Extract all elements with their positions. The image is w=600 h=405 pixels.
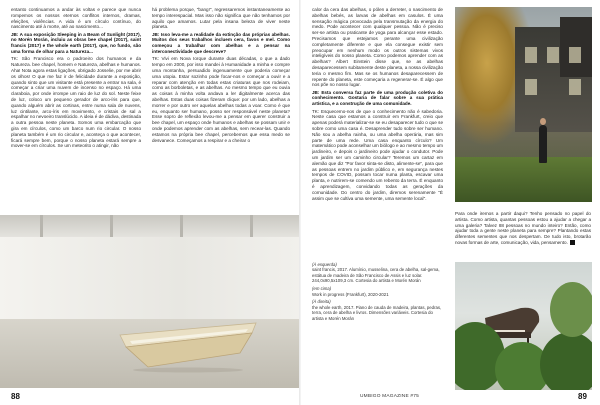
person-head: [540, 118, 546, 125]
boat-sculpture: [118, 317, 258, 373]
right-text-column-2: [455, 211, 591, 257]
body-paragraph: TK: Vivi em Nova Iorque durante duas décadas, o que a dado tempo em 2000, por isso mandei à Humanidade a minha e compre uma montanha, persuadido ingenuamente que poderia começar uma utopia. Estar sozinho pode focar-nos e começar a ouvir e a reparar com atenção em todas estas criaturas que nos rodeiam, como as borboletas, e as abelhas. Ao mesmo tempo que eu ouvia as coisas à minha volta andava a ler digitalmente acerca das abelhas. Estas duas coisas fizeram clique: por um lado, abelhas a morrer e por outro ver aquelas abelhas todas a voar. Como é que eu, enquanto ser humano, posso ser responsável neste planeta? Esse sopro de reflexão levou-me a pensar em querer construir a bee chapel, um espaço onde humanos e abelhas se possam unir e onde podemos aprender com as abelhas, sem recear-las. Quando estamos na própria bee chapel, percebemos que essa medo se desvanece. Começamos a respirar e a cheirar o: [152, 56, 290, 143]
plant-foliage: [550, 282, 592, 337]
house-window: [547, 47, 559, 63]
gallery-ceiling: [0, 215, 299, 237]
body-paragraph: Para onde iremos a partir daqui? Tenho pensado no papel do artista. Como artista, quantas pessoas estou a ajudar a chegar a uma galeria? Talvez 88 pessoas no mundo inteiro? Então, como ajudar toda a gente neste planeta para sempre? Plantando estas diferentes sementes que nos despertam. De tudo isto, brotarão novas formas de arte, comunicação, vida, pensamento.: [455, 211, 591, 245]
right-text-column-1: [312, 7, 443, 239]
garden-lawn: [455, 157, 592, 202]
left-text-column-2: [152, 7, 290, 239]
body-paragraph: calor da cera das abelhas, o pólen a derreter, o nascimento de abelhas bebés, as larvas de abelhas em casulos. É uma sensação mágica provocada pela transmutação da energia do medo. Pode acontecer com qualquer pessoa. Não é preciso ser-se artista ou praticante de yoga para alcançar esse estado. Precisamos que estejamos perante uma civilização completamente diferente e que ela consegue existir sem preocupar em nenhum modo os outros sistemas vivos inteligíveis do nosso planeta. Como podemos aprender com as abelhas? Albert Einstein disse que, se as abelhas desaparecessem subitamente deste planeta, a nossa civilização teria o mesmo fim. Mas se os humanos desaparecessem de repente do planeta, este começaria a regenerar-se. É algo que nos põe no nosso lugar.: [312, 7, 443, 88]
house-window: [569, 79, 581, 95]
ceiling-beam: [250, 215, 253, 237]
boat-sculpture-photo: [0, 215, 299, 388]
interview-question: JB: Esta conversa faz parte de uma produção coletiva do conhecimento. Gostaria de falar sobre a sua prática artística, e a construção de uma comunidade.: [312, 89, 443, 107]
spread-gutter: [299, 0, 301, 405]
garden-house-photo: [455, 7, 592, 202]
house-window: [569, 47, 581, 63]
body-paragraph: TK: São Francisco era o padroeiro dos humanos e da Natureza. bee chapel, homem e Natureza, abelhas e humanos. Aha! Nota agora estas ligações, obrigado Josselie, por me abrir os olhos! O que me faz ir de felicidade durante a exposição, quando sinto que um visitante está presente a entrar na sala, é começar a criar uma nuvem de incenso no espaço. Há uma claraboia, por onde irrompe um raio de luz do sol. Neste feixe de luz, coloco um pequeno gerador de arco-íris para que, quando alguém abrir as cortinas, entre numa sala de nuvens, luz cintilante, arco-íris em movimento, e cristais de sal a espalhar no nevoeiro translúcido. A ideia é de dádiva, destinada a outra pessoa neste planeta. Somos uma embarcação que gira em círculos, como um barco num rio circular. O nosso planeta também é um rio circular e, aconteça o que acontecer, ficará sempre bem, porque o nosso planeta estará sempre a mover-se em círculos. Se um meteorito o atingir, não: [11, 56, 141, 149]
ceiling-beam: [110, 215, 113, 237]
photo-captions: [312, 262, 442, 324]
ceiling-beam: [180, 215, 183, 237]
body-paragraph: há problema porque, "bang!", regressaremos instantaneamente ao tempo interespacial. Mas isso não significa que não tenhamos por aquilo que amamos. Lutar pela insana beleza de viver neste planeta.: [152, 7, 290, 30]
photo-caption: (À direita) the whole earth, 2017. Piano de cauda de madeira, plantas, pedras, terra, cera de abelha e livros. Dimensões variáveis. Cortesia do artista e Morén Morán: [312, 299, 442, 321]
house-window: [525, 79, 537, 95]
page-number-left: 88: [11, 392, 20, 401]
body-paragraph: TK: Esquecemo-nos de que o conhecimento não é sabedoria. Neste casa que estamos a construir em Frankfurt, creio que apenas poderá materializar-se se eu desaparecer tudo o que se sobre como uma casa é. Desaprender tudo sobre ser humano. Não sou a abelha rainha, ou uma abelha operária, mas sim parte de uma rede. Uma casa enquanto círculo? Um matemático pode aconselhar um biólogo e ao mesmo tempo um jardineiro, e depois o jardineiro pode ajudar o condutor. Pode um jardim ser um caminho circular? Teremos um cartaz em alemão que diz "Por favor sinta-se disto, alimente-se", para que as pessoas entrem no jardim público e, em segurança nestes tempos de COVID, possam tocar numa planta, escavar uma planta, e nutrirem-se comendo um rebento da terra. É enquanto é aprendizagem, convidando todas as gerações da comunidade. Do centro do jardim, diremos serenamente "É assim que se cultiva uma semente, uma semente local".: [312, 108, 443, 201]
ceiling-beam: [40, 215, 43, 237]
magazine-footer: UMBIGO MAGAZINE #75: [360, 394, 419, 399]
house-window: [525, 47, 537, 63]
gallery-wall: [0, 237, 299, 319]
interview-question: JB: Isso leva-me a realidade da extinção das próprias abelhas. Muitos dos seus trabalhos incluem cera, favos e mel. Como começou a trabalhar com abelhas e a pensar na interconectividade que descreve?: [152, 31, 290, 55]
photo-caption: (À esquerda) saint francis, 2017. Alumínio, musselina, cera de abelha, sal-gema, estátua de madeira de São Francisco de Assis e luz solar. 244,0x90,5x109,3 cm. Cortesia do artista e Morén Morán: [312, 262, 440, 284]
photo-caption: (em cima) Work in progress (Frankfurt), 2020-2021: [312, 286, 389, 297]
page-number-right: 89: [578, 392, 587, 401]
plant-foliage: [540, 332, 592, 390]
left-text-column-1: [11, 7, 141, 239]
body-paragraph: entanto continuamos a andar às voltas e parece que nunca rompemos os nossos eternos conflitos internos, dramas, efeições, violências. A vida é um círculo contínuo, do nascimento até à morte, até ao nascimento...: [11, 7, 141, 30]
interview-question: JB: A sua exposição Sleeping in a Beam of Sunlight (2017), no Morén Morán, incluiu as obras bee chapel (2017), saint francis (2017) e the whole earth (2017), que, no fundo, são uma forma de olhar para a Natureza...: [11, 31, 141, 55]
end-of-article-mark: [570, 240, 575, 245]
piano-plants-photo: [455, 262, 592, 390]
person-figure: [539, 125, 547, 163]
